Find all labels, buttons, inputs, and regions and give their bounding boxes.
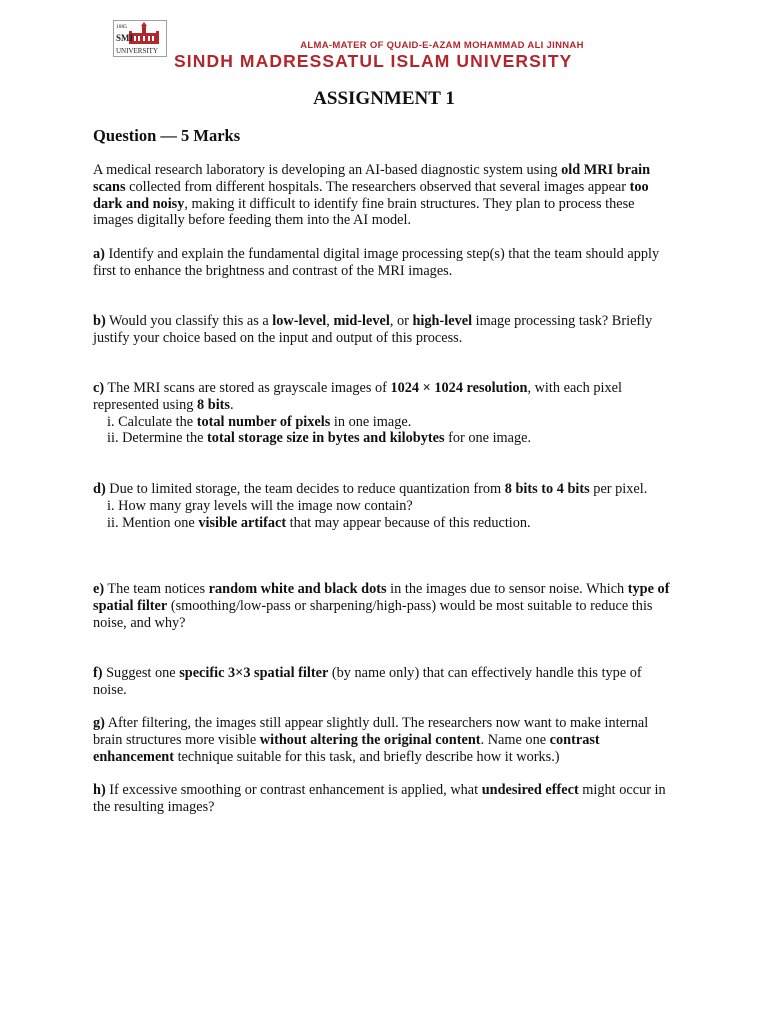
question-c: c) The MRI scans are stored as grayscale images of 1024 × 1024 resolution, with each pixel represented using 8 bits. i. Calculate the total number of pixels in one image. ii. Determine the total storage size in bytes and kilobytes for one image. [93, 380, 678, 447]
alma-mater-line: ALMA-MATER OF QUAID-E-AZAM MOHAMMAD ALI JINNAH [300, 40, 584, 51]
question-b: b) Would you classify this as a low-level, mid-level, or high-level image processing task? Briefly justify your choice based on the input and output of this process. [93, 313, 653, 346]
question-heading: Question — 5 Marks [93, 126, 241, 145]
question-d-label: d) [93, 481, 106, 497]
question-a-label: a) [93, 246, 105, 262]
logo-year: 1885 [116, 24, 127, 30]
question-h: h) If excessive smoothing or contrast enhancement is applied, what undesired effect might occur in the resulting images? [93, 782, 666, 815]
question-e-label: e) [93, 581, 105, 597]
logo-abbr: SMI [116, 33, 134, 43]
question-c-label: c) [93, 380, 105, 396]
question-f: f) Suggest one specific 3×3 spatial filter (by name only) that can effectively handle this type of noise. [93, 665, 642, 698]
question-c-part-ii: ii. Determine the total storage size in bytes and kilobytes for one image. [107, 430, 532, 447]
question-d: d) Due to limited storage, the team decides to reduce quantization from 8 bits to 4 bits per pixel. i. How many gray levels will the image now contain? ii. Mention one visible artifact that may appear because of this reduction. [93, 481, 678, 531]
intro-paragraph: A medical research laboratory is developing an AI-based diagnostic system using old MRI brain scans collected from different hospitals. The researchers observed that several images appear too dark and noisy, making it difficult to identify fine brain structures. They plan to process these images digitally before feeding them into the AI model. [93, 162, 651, 229]
question-f-label: f) [93, 665, 103, 681]
question-a: a) Identify and explain the fundamental digital image processing step(s) that the team should apply first to enhance the brightness and contrast of the MRI images. [93, 246, 660, 279]
question-h-label: h) [93, 782, 106, 798]
university-logo [113, 20, 167, 57]
question-d-part-ii: ii. Mention one visible artifact that may appear because of this reduction. [107, 514, 531, 531]
university-name: SINDH MADRESSATUL ISLAM UNIVERSITY [174, 51, 573, 71]
question-b-label: b) [93, 313, 106, 329]
logo-sub: UNIVERSITY [116, 47, 158, 55]
question-g-label: g) [93, 715, 105, 731]
question-d-part-i: i. How many gray levels will the image now contain? [107, 497, 413, 514]
question-g: g) After filtering, the images still appear slightly dull. The researchers now want to make internal brain structures more visible without altering the original content. Name one contrast enhancement technique suitable for this task, and briefly describe how it works.) [93, 715, 649, 765]
question-e: e) The team notices random white and black dots in the images due to sensor noise. Which type of spatial filter (smoothing/low-pass or sharpening/high-pass) would be most suitable to reduce this noise, and why? [93, 581, 670, 631]
assignment-title: ASSIGNMENT 1 [313, 88, 455, 109]
question-c-part-i: i. Calculate the total number of pixels in one image. [107, 413, 412, 430]
